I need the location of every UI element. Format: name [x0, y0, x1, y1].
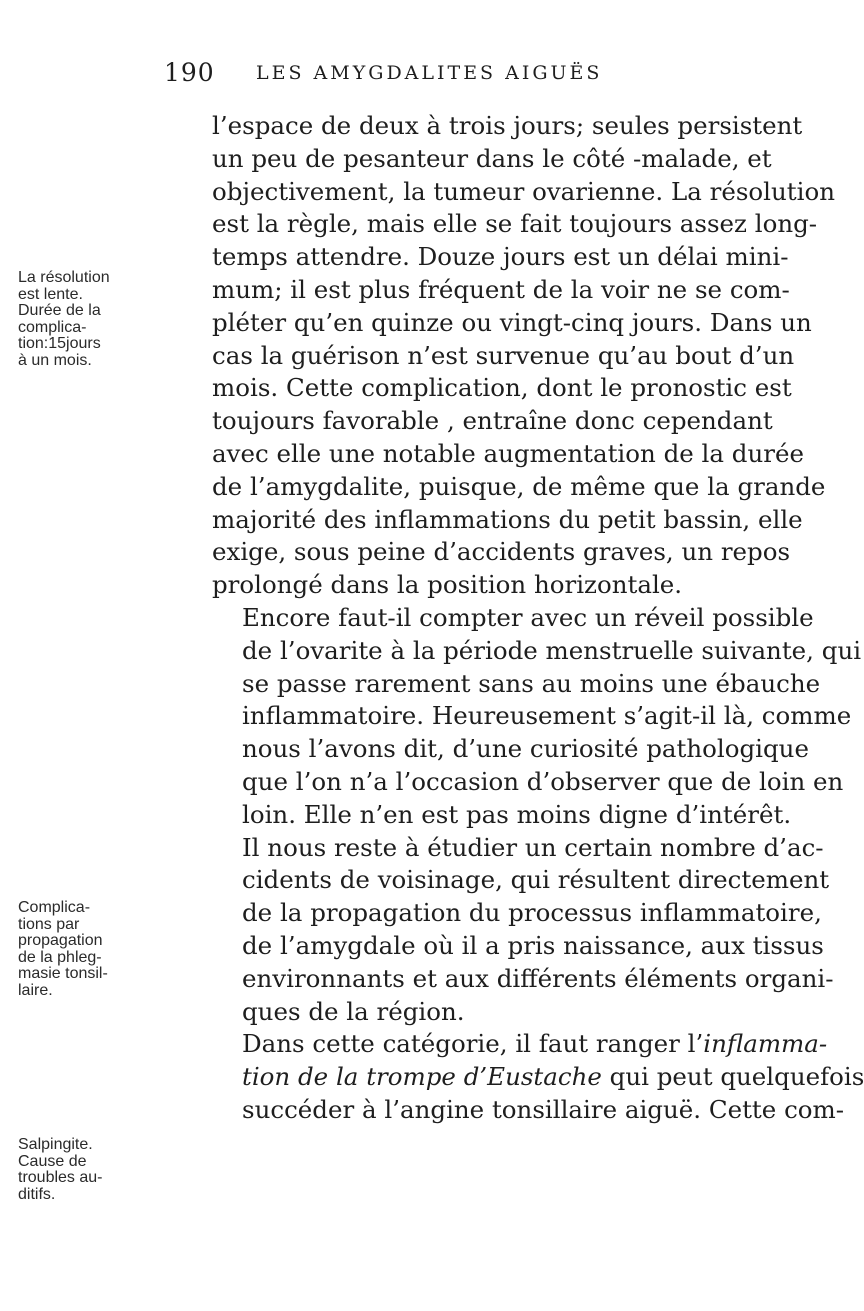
margin-note-line: tions par	[18, 915, 80, 933]
paragraph	[212, 110, 835, 602]
text-line: cidents de voisinage, qui résultent directement	[242, 865, 830, 895]
paragraph	[212, 602, 862, 832]
page-header	[0, 58, 800, 98]
paragraph	[212, 1028, 864, 1126]
text-line: cas la guérison n’est survenue qu’au bout d’un	[212, 340, 795, 370]
text-line: exige, sous peine d’accidents graves, un repos	[212, 537, 791, 567]
text-line: majorité des inflammations du petit bassin, elle	[212, 504, 803, 534]
margin-note-line: tion:15jours	[18, 335, 101, 352]
text-line: de l’ovarite à la période menstruelle suivante, qui	[242, 635, 862, 665]
margin-note-line: complica-	[18, 318, 87, 336]
margin-note-line: ditifs.	[18, 1185, 56, 1203]
text-line: un peu de pesanteur dans le côté -malade, et	[212, 143, 772, 173]
text-line: mum; il est plus fréquent de la voir ne se com-	[212, 274, 790, 304]
text-line: mois. Cette complication, dont le pronostic est	[212, 373, 792, 403]
text-run: Dans cette catégorie, il faut ranger l’	[242, 1029, 704, 1059]
page-number: 190	[164, 58, 215, 87]
margin-note-line: Cause de	[18, 1152, 87, 1170]
text-line: ques de la région.	[242, 996, 465, 1026]
text-line: loin. Elle n’en est pas moins digne d’intérêt.	[242, 799, 792, 829]
margin-note-line: Complica-	[18, 899, 91, 916]
text-line: de la propagation du processus inflammatoire,	[242, 898, 822, 928]
text-run: qui peut quelquefois	[601, 1062, 864, 1092]
text-line: succéder à l’angine tonsillaire aiguë. Cette com-	[242, 1094, 845, 1124]
margin-note-line: de la phleg-	[18, 948, 102, 966]
margin-note-line: à un mois.	[18, 351, 92, 369]
text-line: que l’on n’a l’occasion d’observer que de loin en	[242, 766, 844, 796]
margin-note-line: troubles au-	[18, 1169, 103, 1186]
text-line	[212, 1061, 864, 1094]
margin-note-line: masie tonsil-	[18, 965, 108, 982]
text-line: toujours favorable , entraîne donc cependant	[212, 406, 773, 436]
margin-note-line: Durée de la	[18, 302, 101, 319]
text-line: nous l’avons dit, d’une curiosité pathologique	[242, 734, 809, 764]
text-line: inflammatoire. Heureusement s’agit-il là, comme	[242, 701, 852, 731]
margin-note-salpingite	[18, 1137, 178, 1203]
text-line: se passe rarement sans au moins une ébauche	[242, 668, 821, 698]
paragraph	[212, 832, 834, 1029]
text-line: pléter qu’en quinze ou vingt-cinq jours. Dans un	[212, 307, 812, 337]
text-line: l’espace de deux à trois jours; seules persistent	[212, 111, 803, 140]
text-line: objectivement, la tumeur ovarienne. La résolution	[212, 176, 835, 206]
text-line: de l’amygdale où il a pris naissance, aux tissus	[242, 930, 824, 960]
text-line: environnants et aux différents éléments organi-	[242, 963, 834, 993]
text-line: Encore faut-il compter avec un réveil possible	[242, 602, 814, 632]
body-text	[212, 110, 864, 1127]
margin-note-line: propagation	[18, 932, 103, 949]
italic-term: tion de la trompe d’Eustache	[242, 1062, 602, 1092]
text-line: prolongé dans la position horizontale.	[212, 570, 683, 600]
text-line: est la règle, mais elle se fait toujours assez long-	[212, 209, 818, 239]
text-line	[212, 1028, 828, 1061]
text-line: temps attendre. Douze jours est un délai mini-	[212, 242, 789, 272]
text-line: Il nous reste à étudier un certain nombre d’ac-	[242, 832, 824, 862]
margin-note-line: Salpingite.	[18, 1136, 93, 1153]
margin-note-resolution	[18, 270, 178, 369]
italic-term: inflamma-	[703, 1029, 828, 1059]
margin-note-complications	[18, 900, 178, 999]
running-title: LES AMYGDALITES AIGUËS	[256, 62, 603, 84]
margin-note-line: laire.	[18, 981, 53, 999]
margin-note-line: La résolution	[18, 269, 110, 286]
text-line: avec elle une notable augmentation de la durée	[212, 438, 804, 468]
margin-note-line: est lente.	[18, 285, 83, 303]
text-line: de l’amygdalite, puisque, de même que la grande	[212, 471, 826, 501]
